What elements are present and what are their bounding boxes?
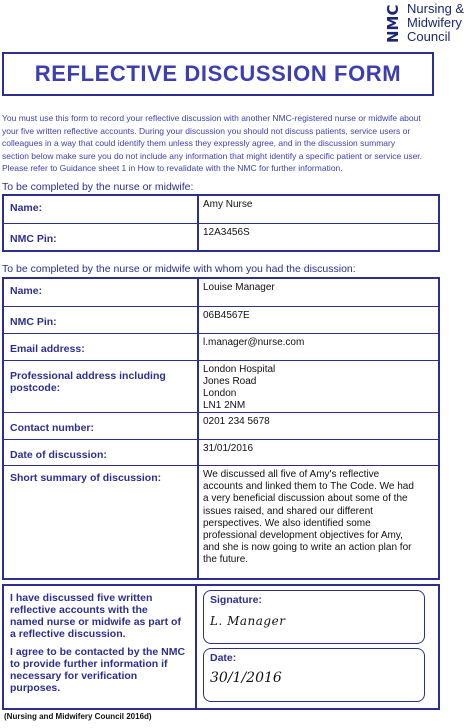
signature-area [197,586,438,708]
signature-field[interactable] [203,590,425,644]
nmc-logo [382,2,472,46]
date-label: Date: [210,652,237,664]
value-name[interactable] [199,279,438,306]
section1-table [2,194,440,252]
address-line: London Hospital [203,364,276,375]
signature-label: Signature: [210,594,262,606]
date-value: 30/1/2016 [210,670,282,686]
date-field[interactable] [203,648,425,702]
form-title-box [2,52,434,96]
declaration-line: to provide further information if [10,658,168,670]
declaration-section [2,584,440,710]
logo-line: Midwifery [407,15,462,30]
value-text: 31/01/2016 [203,443,254,454]
declaration-line: a reflective discussion. [10,628,126,640]
value-text: Amy Nurse [203,199,253,210]
value-address[interactable] [199,361,438,412]
label-nmc-pin: NMC Pin: [4,307,199,333]
address-line: London [203,388,237,399]
form-title: REFLECTIVE DISCUSSION FORM [34,61,402,86]
logo-line: Council [407,29,451,44]
label-address [4,361,199,412]
value-date-of-discussion[interactable] [199,440,438,465]
row-name [4,279,438,306]
signature-value: L. Manager [210,614,286,628]
summary-line: professional development objectives for Amy, [203,530,403,542]
intro-paragraph [2,112,442,175]
summary-line: We discussed all five of Amy's reflective [203,469,380,480]
label-name: Name: [4,279,199,306]
logo-line: Nursing & [407,1,465,16]
value-text: l.manager@nurse.com [203,337,305,348]
section2-table [2,277,440,580]
label-nmc-pin: NMC Pin: [4,224,199,250]
value-text: 0201 234 5678 [203,416,270,427]
row-address [4,360,438,412]
value-email[interactable] [199,334,438,360]
row-nmc-pin [4,223,438,250]
intro-line: Please refer to Guidance sheet 1 in How to revalidate with the NMC for further information. [2,163,343,174]
summary-line: the future. [203,554,249,566]
summary-line: a very beneficial discussion about some of the [203,493,408,505]
intro-line: your five written reflective accounts. During your discussion you should not discuss patients, service users or [2,125,411,136]
value-nmc-pin[interactable] [199,307,438,333]
declaration-line: I agree to be contacted by the NMC [10,646,186,658]
value-text: 12A3456S [203,227,250,238]
value-name[interactable] [199,196,438,223]
label-date-of-discussion: Date of discussion: [4,440,199,465]
logo-text [407,2,464,44]
value-contact[interactable] [199,413,438,439]
label-line: Professional address including [10,370,166,382]
summary-line: issues raised, and shared our different [203,505,373,517]
label-line: postcode: [10,382,61,394]
address-line: LN1 2NM [203,400,246,411]
row-contact [4,412,438,439]
section2-heading: To be completed by the nurse or midwife with whom you had the discussion: [2,263,356,275]
summary-line: and she is now going to write an action plan for [203,542,412,554]
value-nmc-pin[interactable] [199,224,438,250]
section1-heading: To be completed by the nurse or midwife: [2,181,194,193]
label-email: Email address: [4,334,199,360]
declaration-line: necessary for verification [10,670,138,682]
declaration-line: I have discussed five written [10,592,153,604]
summary-line: perspectives. We also identified some [203,517,371,529]
row-name [4,196,438,223]
address-line: Jones Road [203,376,257,387]
intro-line: section below make sure you do not include any information that might identify a specific patient or service user. [2,150,423,161]
label-summary: Short summary of discussion: [4,466,199,578]
value-text: Louise Manager [203,282,275,293]
declaration-line: reflective accounts with the [10,604,148,616]
summary-line: accounts and linked them to The Code. We had [203,481,414,493]
declaration-line: purposes. [10,682,61,694]
label-name: Name: [4,196,199,223]
intro-line: colleagues in a way that could identify them unless they expressly agree, and in the discussion summary [2,138,396,149]
footer-citation: (Nursing and Midwifery Council 2016d) [4,712,152,721]
declaration-text [4,586,197,708]
value-text: 06B4567E [203,310,250,321]
row-nmc-pin [4,306,438,333]
declaration-line: named nurse or midwife as part of [10,616,181,628]
logo-mark: NMC [384,4,402,44]
value-summary[interactable] [199,466,438,578]
label-contact: Contact number: [4,413,199,439]
row-date-of-discussion [4,439,438,465]
row-email [4,333,438,360]
row-summary [4,465,438,578]
intro-line: You must use this form to record your reflective discussion with another NMC-registered nurse or midwife about [2,113,421,123]
